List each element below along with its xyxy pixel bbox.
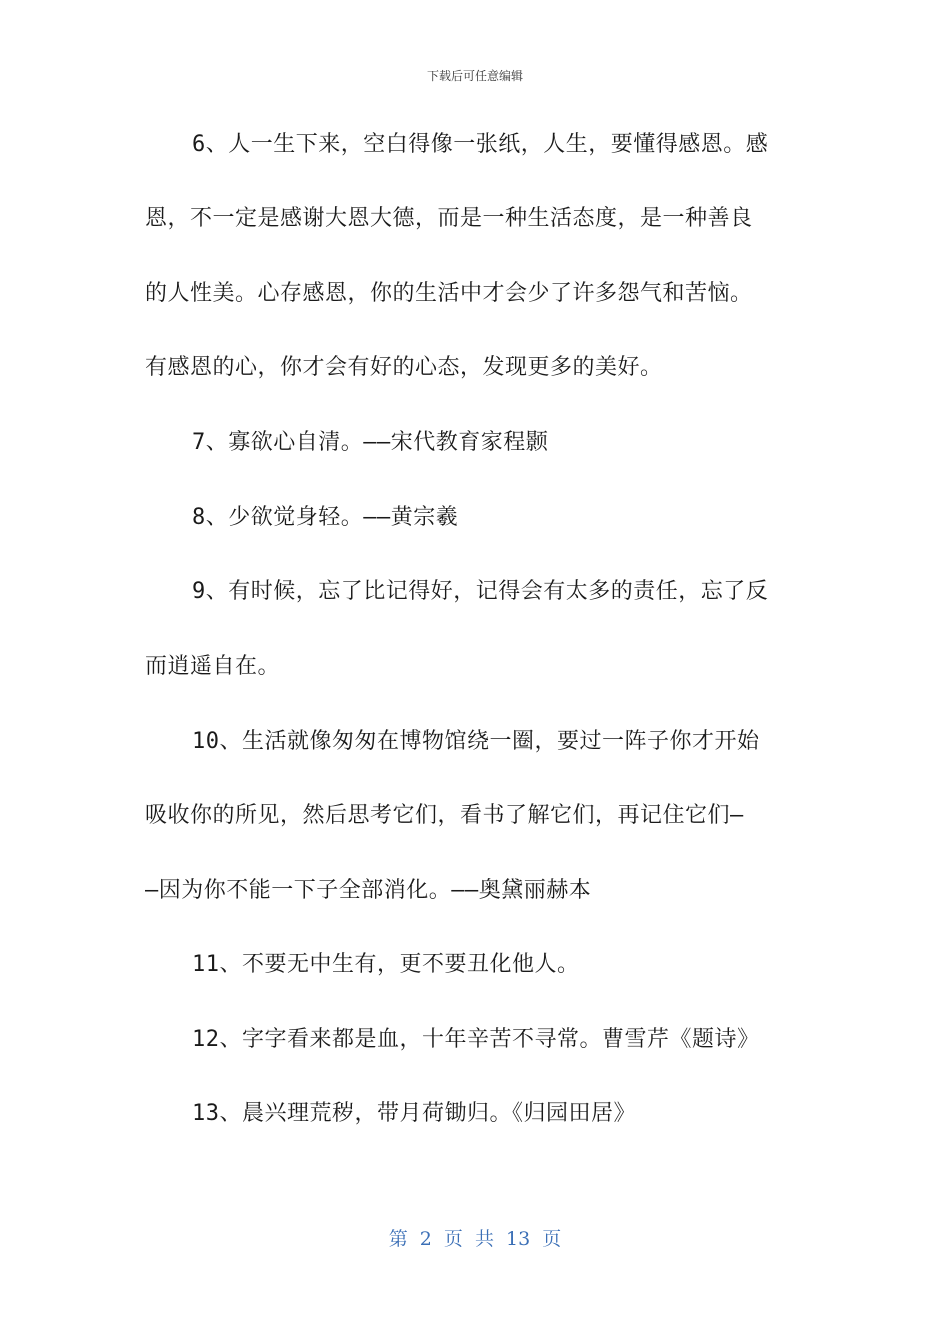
text-line: 7、寡欲心自清。——宋代教育家程颢 — [192, 430, 549, 455]
text-line: 的人性美。心存感恩，你的生活中才会少了许多怨气和苦恼。 — [145, 281, 753, 306]
text-line: 有感恩的心，你才会有好的心态，发现更多的美好。 — [145, 355, 663, 380]
text-line: 而逍遥自在。 — [145, 654, 281, 679]
text-line: 11、不要无中生有，更不要丑化他人。 — [192, 952, 580, 977]
text-line: —因为你不能一下子全部消化。——奥黛丽赫本 — [145, 878, 592, 903]
page-header: 下载后可任意编辑 — [426, 69, 523, 83]
text-line: 10、生活就像匆匆在博物馆绕一圈，要过一阵子你才开始 — [192, 729, 760, 754]
text-line: 吸收你的所见，然后思考它们，看书了解它们，再记住它们— — [145, 803, 744, 828]
text-line: 9、有时候，忘了比记得好，记得会有太多的责任，忘了反 — [192, 579, 769, 604]
text-line: 8、少欲觉身轻。——黄宗羲 — [192, 505, 459, 530]
text-line: 13、晨兴理荒秽，带月荷锄归。《归园田居》 — [192, 1101, 636, 1126]
text-line: 12、字字看来都是血，十年辛苦不寻常。曹雪芹《题诗》 — [192, 1027, 760, 1052]
text-line: 恩，不一定是感谢大恩大德，而是一种生活态度，是一种善良 — [145, 206, 753, 231]
text-line: 6、人一生下来，空白得像一张纸，人生，要懂得感恩。感 — [192, 132, 769, 157]
page-number-footer: 第 2 页 共 13 页 — [388, 1228, 562, 1250]
